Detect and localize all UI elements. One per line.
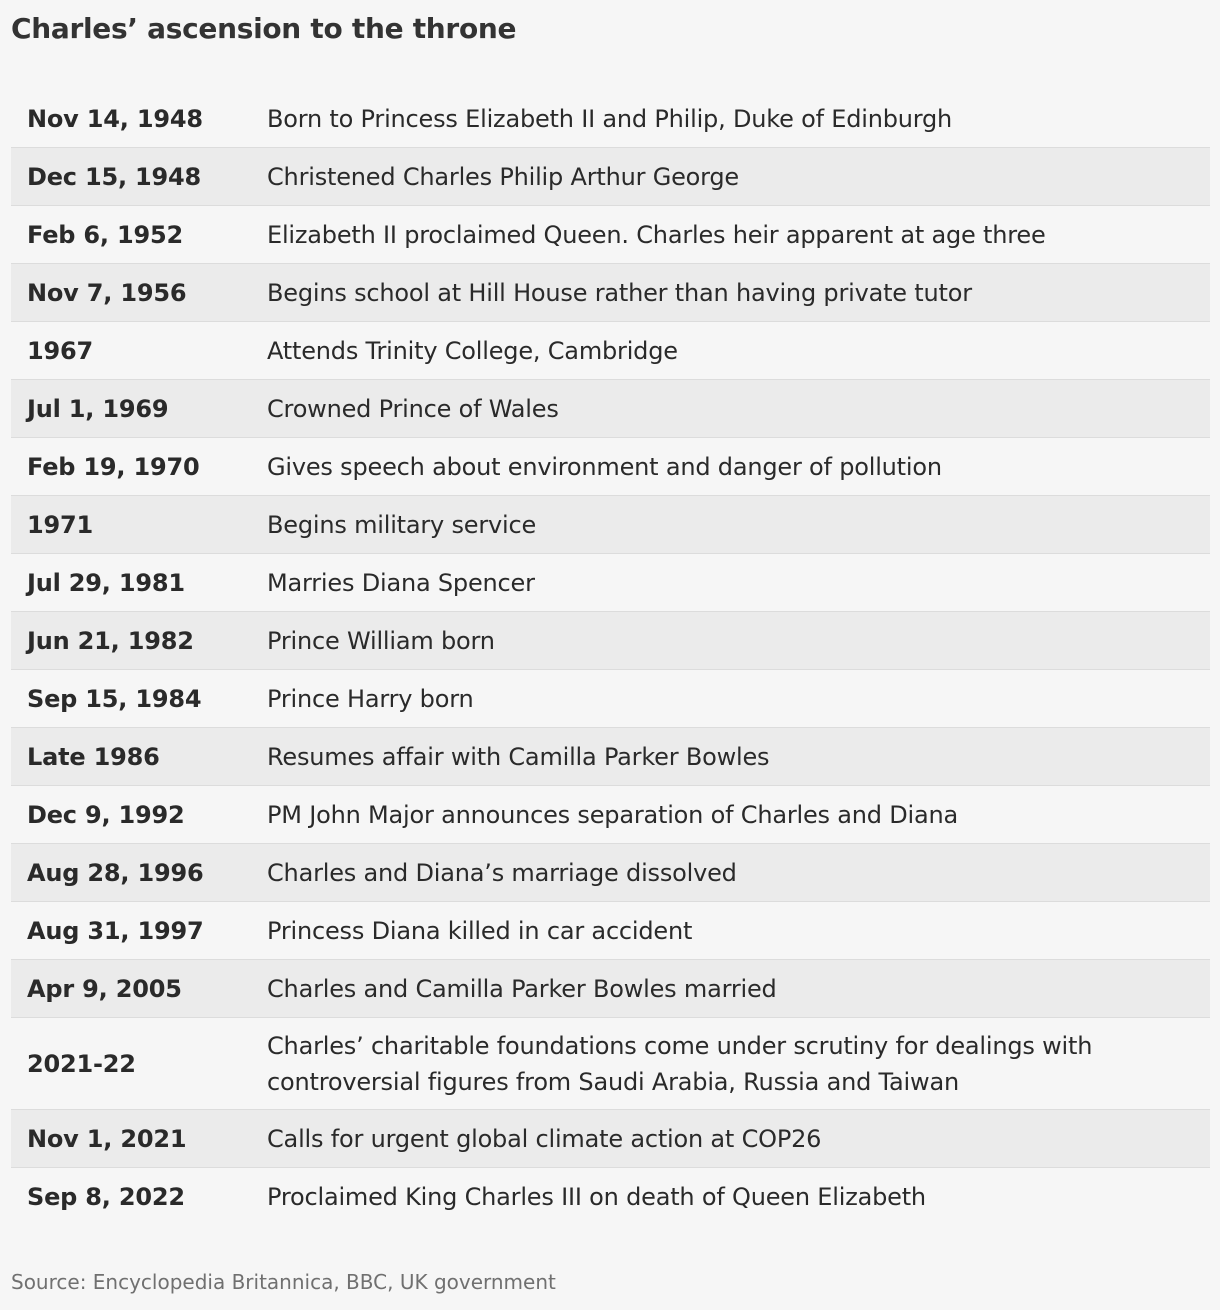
row-event: Resumes affair with Camilla Parker Bowles <box>267 742 770 771</box>
row-event: Prince Harry born <box>267 684 474 713</box>
row-date: Nov 1, 2021 <box>27 1124 187 1153</box>
row-date: Aug 28, 1996 <box>27 858 204 887</box>
row-date: Jul 1, 1969 <box>27 394 169 423</box>
timeline-table <box>11 90 1210 1225</box>
source-note: Source: Encyclopedia Britannica, BBC, UK government <box>11 1270 556 1294</box>
table-row <box>11 148 1210 206</box>
row-event: PM John Major announces separation of Charles and Diana <box>267 800 959 829</box>
row-date: Apr 9, 2005 <box>27 974 182 1003</box>
table-row <box>11 670 1210 728</box>
table-title: Charles’ ascension to the throne <box>11 12 517 45</box>
table-row <box>11 902 1210 960</box>
row-event: Charles and Diana’s marriage dissolved <box>267 858 737 887</box>
table-row <box>11 960 1210 1018</box>
row-event: Charles’ charitable foundations come under scrutiny for dealings with controversial figures from Saudi Arabia, Russia and Taiwan <box>267 1031 1093 1096</box>
row-event: Born to Princess Elizabeth II and Philip, Duke of Edinburgh <box>267 104 953 133</box>
table-row <box>11 844 1210 902</box>
row-date: Feb 19, 1970 <box>27 452 200 481</box>
table-row <box>11 554 1210 612</box>
table-row <box>11 438 1210 496</box>
row-date: 1967 <box>27 336 93 365</box>
row-event: Princess Diana killed in car accident <box>267 916 693 945</box>
row-date: Nov 7, 1956 <box>27 278 187 307</box>
row-event: Elizabeth II proclaimed Queen. Charles heir apparent at age three <box>267 220 1046 249</box>
table-row <box>11 206 1210 264</box>
row-event: Calls for urgent global climate action at COP26 <box>267 1124 822 1153</box>
row-event: Christened Charles Philip Arthur George <box>267 162 739 191</box>
row-date: Late 1986 <box>27 742 160 771</box>
row-date: Dec 9, 1992 <box>27 800 185 829</box>
row-event: Proclaimed King Charles III on death of Queen Elizabeth <box>267 1182 926 1211</box>
table-row <box>11 496 1210 554</box>
row-event: Prince William born <box>267 626 495 655</box>
row-date: Jul 29, 1981 <box>27 568 185 597</box>
row-date: Nov 14, 1948 <box>27 104 203 133</box>
table-row <box>11 786 1210 844</box>
table-row <box>11 322 1210 380</box>
row-event: Attends Trinity College, Cambridge <box>267 336 678 365</box>
row-date: 1971 <box>27 510 93 539</box>
row-event: Gives speech about environment and danger of pollution <box>267 452 942 481</box>
row-date: Feb 6, 1952 <box>27 220 184 249</box>
row-date: Aug 31, 1997 <box>27 916 204 945</box>
row-date: Sep 8, 2022 <box>27 1182 185 1211</box>
row-event: Begins military service <box>267 510 537 539</box>
row-date: 2021-22 <box>27 1049 136 1078</box>
table-row <box>11 90 1210 148</box>
table-row <box>11 1168 1210 1225</box>
table-row <box>11 728 1210 786</box>
table-row <box>11 1110 1210 1168</box>
table-row <box>11 612 1210 670</box>
row-event: Marries Diana Spencer <box>267 568 535 597</box>
row-date: Dec 15, 1948 <box>27 162 202 191</box>
table-row <box>11 380 1210 438</box>
table-row <box>11 264 1210 322</box>
table-row <box>11 1018 1210 1110</box>
row-date: Jun 21, 1982 <box>27 626 194 655</box>
row-event: Begins school at Hill House rather than having private tutor <box>267 278 972 307</box>
row-event: Charles and Camilla Parker Bowles married <box>267 974 777 1003</box>
row-date: Sep 15, 1984 <box>27 684 202 713</box>
row-event: Crowned Prince of Wales <box>267 394 559 423</box>
